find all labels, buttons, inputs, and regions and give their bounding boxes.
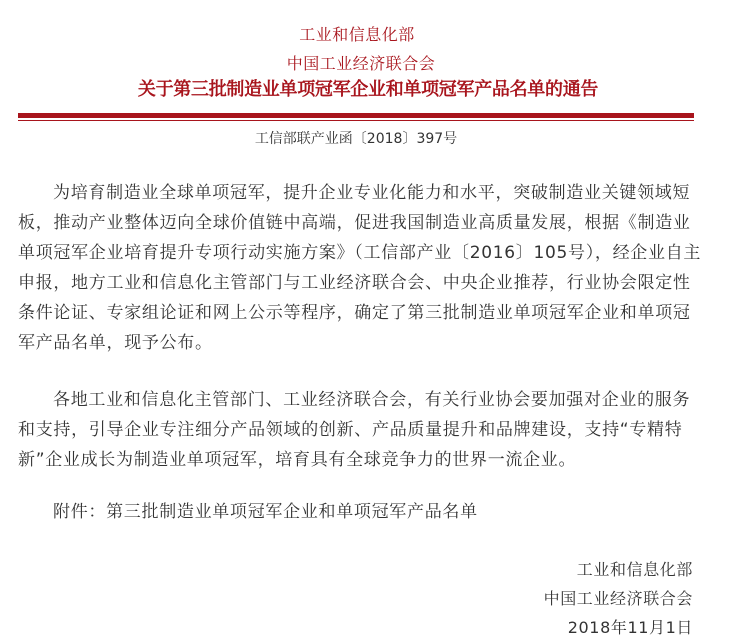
document-title: 关于第三批制造业单项冠军企业和单项冠军产品名单的通告 — [137, 79, 599, 100]
paragraph-line: 板，推动产业整体迈向全球价值链中高端，促进我国制造业高质量发展，根据《制造业 — [18, 213, 691, 233]
paragraph-line: 军产品名单，现予公布。 — [18, 333, 213, 353]
paragraph-line: 和支持，引导企业专注细分产品领域的创新、产品质量提升和品牌建设，支持“专精特 — [18, 420, 683, 440]
paragraph-line: 为培育制造业全球单项冠军，提升企业专业化能力和水平，突破制造业关键领域短 — [53, 183, 691, 203]
signature-federation: 中国工业经济联合会 — [543, 589, 693, 608]
attachment-note — [18, 497, 694, 527]
paragraph-2 — [18, 385, 694, 475]
signature-block — [544, 555, 693, 642]
issuer-ministry: 工业和信息化部 — [299, 25, 415, 44]
signature-ministry: 工业和信息化部 — [576, 560, 693, 579]
paragraph-line: 单项冠军企业培育提升专项行动实施方案》（工信部产业〔2016〕105号），经企业自主 — [18, 243, 702, 263]
paragraph-line: 申报，地方工业和信息化主管部门与工业经济联合会、中央企业推荐，行业协会限定性 — [18, 273, 691, 293]
paragraph-line: 条件论证、专家组论证和网上公示等程序，确定了第三批制造业单项冠军企业和单项冠 — [18, 303, 691, 323]
document-number: 工信部联产业函〔2018〕397号 — [254, 131, 458, 147]
header-divider-thick — [18, 113, 694, 118]
paragraph-line: 新”企业成长为制造业单项冠军，培育具有全球竞争力的世界一流企业。 — [18, 450, 577, 470]
paragraph-1 — [18, 178, 702, 358]
signature-date: 2018年11月1日 — [567, 618, 693, 637]
issuer-federation: 中国工业经济联合会 — [286, 54, 436, 73]
attachment-label: 附件：第三批制造业单项冠军企业和单项冠军产品名单 — [53, 502, 478, 522]
paragraph-line: 各地工业和信息化主管部门、工业经济联合会，有关行业协会要加强对企业的服务 — [53, 390, 691, 410]
header-divider-thin — [18, 120, 694, 121]
